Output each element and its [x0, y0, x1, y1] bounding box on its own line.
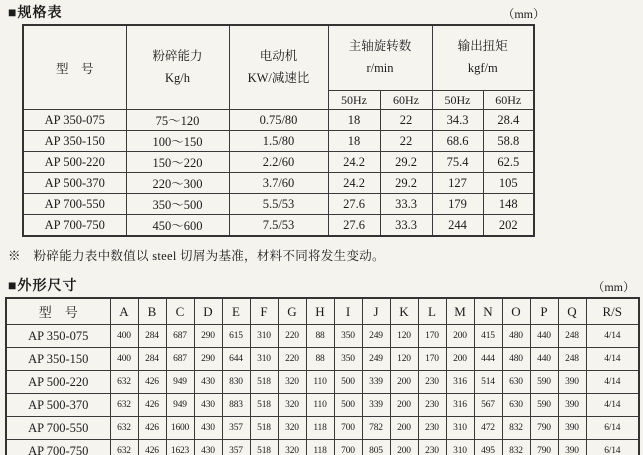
spec-row [23, 110, 534, 131]
spec-cell-speed60: 29.2 [380, 152, 432, 173]
dim-cell-value: 320 [278, 440, 306, 455]
dim-cell-value: 6/14 [586, 417, 639, 440]
dim-cell-value: 4/14 [586, 371, 639, 394]
dim-unit-label: （mm） [592, 280, 635, 294]
dim-cell-value: 200 [446, 325, 474, 348]
dim-cell-value: 230 [418, 394, 446, 417]
dim-cell-value: 426 [138, 371, 166, 394]
spec-row [23, 215, 534, 237]
dim-header-row [6, 298, 639, 325]
dim-cell-value: 390 [558, 394, 586, 417]
dim-cell-value: 430 [194, 417, 222, 440]
dim-cell-value: 200 [446, 348, 474, 371]
spec-cell-motor: 3.7/60 [229, 173, 328, 194]
dim-header-col: N [474, 298, 502, 325]
spec-cell-speed50: 27.6 [328, 194, 380, 215]
dim-cell-value: 444 [474, 348, 502, 371]
spec-cell-motor: 5.5/53 [229, 194, 328, 215]
dim-cell-value: 415 [474, 325, 502, 348]
spec-cell-capacity: 350～500 [126, 194, 229, 215]
header-line: 粉碎能力 [152, 48, 203, 63]
dim-cell-value: 400 [110, 325, 138, 348]
spec-cell-torque60: 28.4 [483, 110, 534, 131]
dim-cell-value: 4/14 [586, 394, 639, 417]
header-line: kgf/m [467, 61, 498, 75]
spec-cell-model: AP 500-370 [23, 173, 126, 194]
spec-cell-model: AP 350-075 [23, 110, 126, 131]
spec-cell-motor: 2.2/60 [229, 152, 328, 173]
dim-row [6, 325, 639, 348]
spec-cell-capacity: 75～120 [126, 110, 229, 131]
dim-row [6, 417, 639, 440]
dim-cell-value: 949 [166, 394, 194, 417]
spec-cell-capacity: 220～300 [126, 173, 229, 194]
spec-cell-speed60: 22 [380, 110, 432, 131]
dim-cell-value: 400 [110, 348, 138, 371]
dim-cell-value: 632 [110, 417, 138, 440]
dim-cell-value: 350 [334, 348, 362, 371]
dim-cell-value: 390 [558, 440, 586, 455]
dim-cell-value: 495 [474, 440, 502, 455]
dim-header-col: R/S [586, 298, 639, 325]
dim-cell-value: 230 [418, 440, 446, 455]
dim-cell-value: 632 [110, 394, 138, 417]
dim-cell-value: 88 [306, 325, 334, 348]
dim-cell-value: 567 [474, 394, 502, 417]
dim-cell-value: 440 [530, 325, 558, 348]
dim-cell-value: 6/14 [586, 440, 639, 455]
spec-header-speed [328, 25, 432, 91]
spec-cell-torque50: 244 [432, 215, 483, 237]
spec-row [23, 194, 534, 215]
dim-cell-value: 316 [446, 394, 474, 417]
dim-cell-value: 200 [390, 417, 418, 440]
dim-cell-value: 290 [194, 348, 222, 371]
dim-cell-value: 220 [278, 348, 306, 371]
spec-cell-speed60: 33.3 [380, 215, 432, 237]
dim-cell-value: 310 [446, 440, 474, 455]
dim-header-col: I [334, 298, 362, 325]
spec-row [23, 173, 534, 194]
spec-section-header [8, 2, 545, 22]
dim-cell-value: 632 [110, 440, 138, 455]
spec-cell-motor: 1.5/80 [229, 131, 328, 152]
spec-cell-torque50: 127 [432, 173, 483, 194]
footnote: ※ 粉碎能力表中数值以 steel 切屑为基准，材料不同将发生变动。 [8, 249, 385, 263]
spec-cell-torque60: 202 [483, 215, 534, 237]
dim-cell-value: 782 [362, 417, 390, 440]
spec-row [23, 152, 534, 173]
dim-row [6, 348, 639, 371]
dim-cell-value: 518 [250, 394, 278, 417]
dim-cell-value: 320 [278, 394, 306, 417]
dim-cell-value: 700 [334, 417, 362, 440]
spec-cell-speed50: 24.2 [328, 173, 380, 194]
dim-cell-value: 200 [390, 440, 418, 455]
dim-cell-value: 110 [306, 394, 334, 417]
dim-header-col: M [446, 298, 474, 325]
dim-header-col: A [110, 298, 138, 325]
dim-cell-value: 118 [306, 440, 334, 455]
spec-row [23, 131, 534, 152]
dim-cell-value: 687 [166, 348, 194, 371]
spec-unit-label: （mm） [502, 7, 545, 21]
dim-cell-value: 1623 [166, 440, 194, 455]
spec-cell-speed60: 22 [380, 131, 432, 152]
dim-cell-value: 170 [418, 348, 446, 371]
dim-cell-value: 88 [306, 348, 334, 371]
dim-cell-value: 310 [250, 348, 278, 371]
dim-cell-value: 480 [502, 348, 530, 371]
dim-cell-value: 339 [362, 394, 390, 417]
dim-cell-value: 426 [138, 440, 166, 455]
spec-cell-speed50: 27.6 [328, 215, 380, 237]
spec-cell-speed50: 18 [328, 110, 380, 131]
dim-header-col: Q [558, 298, 586, 325]
dim-cell-value: 430 [194, 394, 222, 417]
dim-cell-value: 883 [222, 394, 250, 417]
dim-cell-value: 230 [418, 371, 446, 394]
header-line: Kg/h [165, 70, 190, 85]
dim-cell-value: 350 [334, 325, 362, 348]
dim-cell-value: 472 [474, 417, 502, 440]
dim-cell-value: 632 [110, 371, 138, 394]
dim-row [6, 394, 639, 417]
dim-header-col: G [278, 298, 306, 325]
dim-header-col: H [306, 298, 334, 325]
dim-table [5, 297, 640, 455]
dim-cell-value: 805 [362, 440, 390, 455]
spec-cell-speed60: 33.3 [380, 194, 432, 215]
dim-header-col: J [362, 298, 390, 325]
dim-cell-value: 248 [558, 348, 586, 371]
spec-cell-capacity: 150～220 [126, 152, 229, 173]
dim-cell-model: AP 700-550 [6, 417, 110, 440]
dim-cell-value: 320 [278, 371, 306, 394]
dim-header-col: P [530, 298, 558, 325]
dim-cell-value: 1600 [166, 417, 194, 440]
dim-cell-value: 644 [222, 348, 250, 371]
header-line: 电动机 [259, 48, 298, 63]
header-line: r/min [366, 61, 394, 75]
dim-cell-value: 284 [138, 348, 166, 371]
dim-cell-value: 110 [306, 371, 334, 394]
dim-cell-value: 590 [530, 394, 558, 417]
spec-header-capacity [126, 25, 229, 110]
dim-cell-value: 514 [474, 371, 502, 394]
spec-cell-capacity: 450～600 [126, 215, 229, 237]
dim-cell-value: 200 [390, 371, 418, 394]
dim-cell-value: 118 [306, 417, 334, 440]
dim-cell-value: 249 [362, 348, 390, 371]
spec-subheader-speed-50hz: 50Hz [328, 91, 380, 110]
dim-cell-value: 430 [194, 440, 222, 455]
dim-cell-value: 518 [250, 417, 278, 440]
dim-cell-value: 249 [362, 325, 390, 348]
dim-header-col: O [502, 298, 530, 325]
spec-section-title: ■规格表 [8, 6, 63, 21]
spec-cell-torque50: 68.6 [432, 131, 483, 152]
dim-header-col: B [138, 298, 166, 325]
dim-cell-value: 687 [166, 325, 194, 348]
spec-cell-torque60: 105 [483, 173, 534, 194]
dim-header-col: C [166, 298, 194, 325]
dim-cell-value: 390 [558, 417, 586, 440]
dim-header-col: F [250, 298, 278, 325]
dim-cell-value: 290 [194, 325, 222, 348]
spec-cell-speed50: 24.2 [328, 152, 380, 173]
dim-cell-value: 390 [558, 371, 586, 394]
header-line: 输出扭矩 [457, 39, 508, 54]
spec-header-torque [432, 25, 534, 91]
spec-cell-speed50: 18 [328, 131, 380, 152]
dim-cell-value: 4/14 [586, 325, 639, 348]
dim-header-model: 型 号 [6, 298, 110, 325]
dim-cell-value: 500 [334, 394, 362, 417]
spec-cell-model: AP 700-750 [23, 215, 126, 237]
dim-cell-value: 590 [530, 371, 558, 394]
dim-cell-value: 790 [530, 440, 558, 455]
dim-cell-value: 339 [362, 371, 390, 394]
dim-row [6, 440, 639, 455]
spec-cell-torque50: 179 [432, 194, 483, 215]
dim-cell-model: AP 500-370 [6, 394, 110, 417]
dim-cell-value: 120 [390, 325, 418, 348]
dim-cell-model: AP 350-075 [6, 325, 110, 348]
dim-cell-value: 518 [250, 440, 278, 455]
dim-cell-value: 248 [558, 325, 586, 348]
dim-cell-value: 790 [530, 417, 558, 440]
dim-cell-value: 310 [446, 417, 474, 440]
dim-row [6, 371, 639, 394]
spec-cell-model: AP 700-550 [23, 194, 126, 215]
dim-cell-value: 4/14 [586, 348, 639, 371]
dim-section-title: ■外形尺寸 [8, 279, 78, 294]
dim-cell-value: 120 [390, 348, 418, 371]
dim-cell-value: 430 [194, 371, 222, 394]
dim-cell-value: 630 [502, 394, 530, 417]
dim-cell-value: 440 [530, 348, 558, 371]
dim-header-col: D [194, 298, 222, 325]
dim-cell-value: 615 [222, 325, 250, 348]
spec-cell-model: AP 350-150 [23, 131, 126, 152]
dim-header-col: E [222, 298, 250, 325]
spec-cell-torque60: 58.8 [483, 131, 534, 152]
spec-cell-motor: 0.75/80 [229, 110, 328, 131]
dim-cell-value: 480 [502, 325, 530, 348]
dim-cell-value: 220 [278, 325, 306, 348]
dim-cell-value: 830 [222, 371, 250, 394]
dim-cell-model: AP 500-220 [6, 371, 110, 394]
spec-cell-torque60: 62.5 [483, 152, 534, 173]
dim-cell-value: 357 [222, 440, 250, 455]
spec-header-motor [229, 25, 328, 110]
spec-table [22, 24, 535, 237]
dim-cell-model: AP 700-750 [6, 440, 110, 455]
dim-cell-value: 518 [250, 371, 278, 394]
dim-cell-value: 357 [222, 417, 250, 440]
spec-header-row [23, 25, 534, 91]
dim-cell-value: 426 [138, 417, 166, 440]
dim-cell-value: 630 [502, 371, 530, 394]
dim-cell-value: 200 [390, 394, 418, 417]
spec-cell-motor: 7.5/53 [229, 215, 328, 237]
spec-cell-model: AP 500-220 [23, 152, 126, 173]
dim-cell-value: 426 [138, 394, 166, 417]
dim-cell-value: 230 [418, 417, 446, 440]
spec-header-model: 型 号 [23, 25, 126, 110]
spec-cell-torque50: 34.3 [432, 110, 483, 131]
spec-cell-torque60: 148 [483, 194, 534, 215]
dim-cell-value: 170 [418, 325, 446, 348]
dim-cell-model: AP 350-150 [6, 348, 110, 371]
dim-cell-value: 310 [250, 325, 278, 348]
dim-cell-value: 500 [334, 371, 362, 394]
dim-cell-value: 832 [502, 440, 530, 455]
header-line: KW/减速比 [247, 70, 310, 85]
spec-cell-speed60: 29.2 [380, 173, 432, 194]
dim-cell-value: 949 [166, 371, 194, 394]
dim-header-col: L [418, 298, 446, 325]
spec-subheader-torque-60hz: 60Hz [483, 91, 534, 110]
dim-cell-value: 316 [446, 371, 474, 394]
spec-cell-capacity: 100～150 [126, 131, 229, 152]
dim-cell-value: 700 [334, 440, 362, 455]
dim-header-col: K [390, 298, 418, 325]
dim-cell-value: 320 [278, 417, 306, 440]
spec-subheader-torque-50hz: 50Hz [432, 91, 483, 110]
spec-subheader-speed-60hz: 60Hz [380, 91, 432, 110]
dim-section-header [8, 275, 635, 295]
dim-cell-value: 832 [502, 417, 530, 440]
spec-cell-torque50: 75.4 [432, 152, 483, 173]
header-line: 主轴旋转数 [348, 39, 412, 54]
dim-cell-value: 284 [138, 325, 166, 348]
